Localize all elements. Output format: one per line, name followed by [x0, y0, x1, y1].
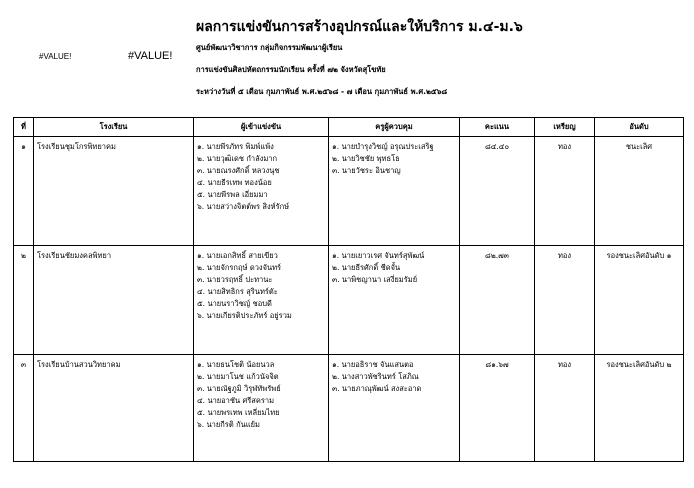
cell-score: ๘๒.๗๓: [460, 246, 535, 355]
competitor-name: ๒. นายจักรกฤษ์ ดวงจันทร์: [197, 263, 282, 272]
competitor-name: ๑. นายเอกสิทธิ์ สายเขียว: [197, 251, 278, 260]
col-header-no: ที่: [14, 118, 34, 137]
col-header-competitors: ผู้เข้าแข่งขัน: [194, 118, 329, 137]
col-header-teachers: ครูผู้ควบคุม: [329, 118, 460, 137]
competitor-name: ๕. นายพีรพล เอี่ยมมา: [197, 190, 268, 199]
competitor-name: ๕. นายพรเทพ เหลี่ยมไทย: [197, 408, 280, 417]
teacher-name: ๒. นางสาวพัชรินทร์ โสภิณ: [332, 372, 419, 381]
cell-score: ๘๑.๖๗: [460, 355, 535, 462]
cell-teachers: [329, 355, 460, 462]
teacher-name: ๓. นายวัชระ อินชาญ: [332, 166, 401, 175]
table-row: [14, 355, 684, 462]
subtitle-event: การแข่งขันศิลปหัตถกรรมนักเรียน ครั้งที่ ๗๒ จังหวัดสุโขทัย: [196, 65, 386, 74]
cell-medal: ทอง: [535, 246, 595, 355]
competitor-name: ๔. นายธีรเทพ ทองน้อย: [197, 178, 272, 187]
competitor-name: ๔. นายสิทธิกร สุรินทร์ตัะ: [197, 287, 278, 296]
competitor-name: ๒. นายวุฒิเดช กำลังมาก: [197, 154, 278, 163]
cell-no: ๓: [14, 355, 34, 462]
col-header-score: คะแนน: [460, 118, 535, 137]
cell-teachers: [329, 137, 460, 246]
competitor-name: ๓. นายณัฐภูมิ วิรุฬทัพรัพย์: [197, 384, 281, 393]
error-cell-small: #VALUE!: [39, 52, 72, 61]
teacher-name: ๑. นายเยาวเรศ จันทร์สุพัฒน์: [332, 251, 425, 260]
teacher-name: ๓. นายภาณุพัฒน์ สงสะอาด: [332, 384, 422, 393]
teacher-name: ๓. นาพิชญานา เสงี่ยมรัมย์: [332, 275, 418, 284]
col-header-rank: อันดับ: [595, 118, 684, 137]
competitor-name: ๓. นายวรฤทธิ์ ปะทานะ: [197, 275, 273, 284]
teacher-name: ๒. นายธีรศักดิ์ ชีดจั้น: [332, 263, 401, 272]
col-header-school: โรงเรียน: [34, 118, 194, 137]
competitor-name: ๖. นายเกียรติประภัทร์ อยู่รวม: [197, 311, 292, 320]
cell-medal: ทอง: [535, 137, 595, 246]
competitor-name: ๔. นายอาชัน ศรีสคราม: [197, 396, 275, 405]
cell-no: ๑: [14, 137, 34, 246]
subtitle-organizer: ศูนย์พัฒนาวิชาการ กลุ่มกิจกรรมพัฒนาผู้เรียน: [196, 43, 343, 52]
table-row: [14, 246, 684, 355]
cell-school: โรงเรียนบ้านสวนวิทยาคม: [34, 355, 194, 462]
cell-no: ๒: [14, 246, 34, 355]
competitor-name: ๑. นายพีรภัทร พิมพ์แพ้ง: [197, 142, 274, 151]
cell-competitors: [194, 137, 329, 246]
competitor-name: ๑. นายธนโชติ น้อยนวล: [197, 360, 275, 369]
col-header-medal: เหรียญ: [535, 118, 595, 137]
cell-teachers: [329, 246, 460, 355]
cell-competitors: [194, 246, 329, 355]
cell-medal: ทอง: [535, 355, 595, 462]
cell-competitors: [194, 355, 329, 462]
competitor-name: ๓. นายณรงศักดิ์ หลวงนุช: [197, 166, 280, 175]
competitor-name: ๕. นายนราวิชญ์ ชอบดี: [197, 299, 272, 308]
teacher-name: ๑. นายบำรุงวิชญ์ อรุณประเสริฐ: [332, 142, 434, 151]
table-row: [14, 137, 684, 246]
cell-rank: ชนะเลิศ: [595, 137, 684, 246]
cell-rank: รองชนะเลิศอันดับ ๑: [595, 246, 684, 355]
cell-school: โรงเรียนชุมโกรพิทยาคม: [34, 137, 194, 246]
teacher-name: ๒. นายวิชชัย พุทธโธ: [332, 154, 400, 163]
results-table: [13, 117, 684, 462]
subtitle-dates: ระหว่างวันที่ ๕ เดือน กุมภาพันธ์ พ.ศ.๒๕๖๘ - ๗ เดือน กุมภาพันธ์ พ.ศ.๒๕๖๘: [196, 87, 448, 96]
competitor-name: ๖. นายกีรติ กันแย้ม: [197, 420, 260, 429]
error-cell-large: #VALUE!: [128, 50, 173, 62]
table-header-row: [14, 118, 684, 137]
competitor-name: ๒. นายมาโนช แก้วนัจจิต: [197, 372, 279, 381]
teacher-name: ๑. นายอธิราช จันแสนตอ: [332, 360, 414, 369]
cell-rank: รองชนะเลิศอันดับ ๒: [595, 355, 684, 462]
competitor-name: ๖. นายสว่างจิตต์พร สิงห์รักษ์: [197, 202, 290, 211]
page-title: ผลการแข่งขันการสร้างอุปกรณ์และให้บริการ ม.๔-ม.๖: [196, 19, 523, 35]
cell-school: โรงเรียนชัยมงคลพิทยา: [34, 246, 194, 355]
cell-score: ๘๔.๔๐: [460, 137, 535, 246]
